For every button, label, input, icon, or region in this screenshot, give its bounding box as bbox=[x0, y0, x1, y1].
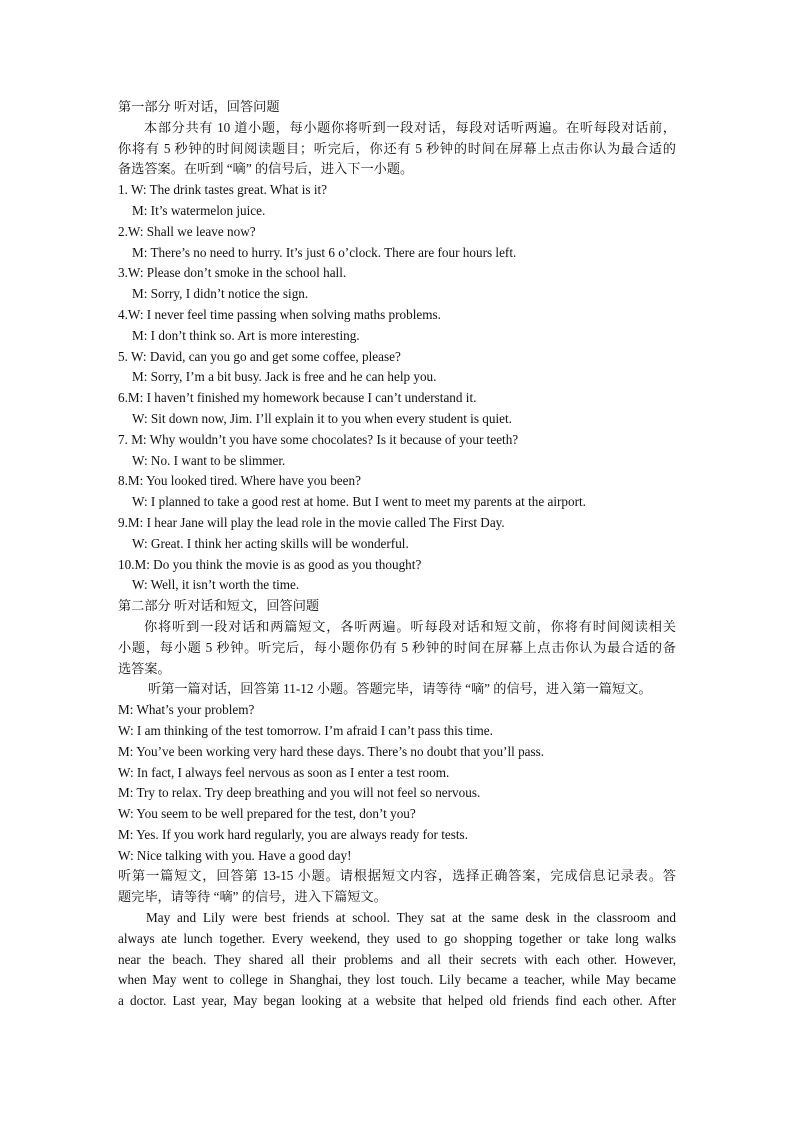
dialogue-answer: W: No. I want to be slimmer. bbox=[132, 452, 286, 468]
part2-instruction-line: 小题，每小题 5 秒钟。听完后，每小题你仍有 5 秒钟的时间在屏幕上点击你认为最合适的备 bbox=[118, 639, 676, 655]
document-page bbox=[118, 97, 676, 1012]
dialogue-answer: W: Sit down now, Jim. I’ll explain it to you when every student is quiet. bbox=[132, 410, 512, 426]
part1-instruction-line: 备选答案。在听到 “嘀” 的信号后，进入下一小题。 bbox=[118, 161, 414, 177]
dialogue-answer: M: Sorry, I didn’t notice the sign. bbox=[132, 286, 309, 302]
dialogue-answer: M: It’s watermelon juice. bbox=[132, 202, 266, 218]
dialogue-question: 10.M: Do you think the movie is as good as you thought? bbox=[118, 556, 422, 572]
conversation-line: W: I am thinking of the test tomorrow. I’m afraid I can’t pass this time. bbox=[118, 722, 493, 738]
dialogue-answer: M: There’s no need to hurry. It’s just 6 o’clock. There are four hours left. bbox=[132, 244, 517, 260]
conversation-line: M: What’s your problem? bbox=[118, 702, 255, 718]
dialogue-answer: W: Well, it isn’t worth the time. bbox=[132, 577, 300, 593]
dialogue-question: 9.M: I hear Jane will play the lead role in the movie called The First Day. bbox=[118, 514, 505, 530]
part1-title: 第一部分 听对话，回答问题 bbox=[118, 99, 280, 114]
part2-title: 第二部分 听对话和短文，回答问题 bbox=[118, 598, 320, 614]
passage-line: near the beach. They shared all their problems and all their secrets with each other. However, bbox=[118, 951, 676, 967]
dialogue-question: 7. M: Why wouldn’t you have some chocolates? Is it because of your teeth? bbox=[118, 431, 519, 447]
dialogue-intro: 听第一篇对话，回答第 11-12 小题。答题完毕，请等待 “嘀” 的信号，进入第一篇短文。 bbox=[148, 681, 652, 697]
dialogue-question: 4.W: I never feel time passing when solving maths problems. bbox=[118, 306, 441, 322]
conversation-line: M: Yes. If you work hard regularly, you are always ready for tests. bbox=[118, 826, 468, 842]
passage-line: always ate lunch together. Every weekend, they used to go shopping together or take long walks bbox=[118, 930, 676, 946]
dialogue-question: 2.W: Shall we leave now? bbox=[118, 223, 256, 239]
conversation-line: M: You’ve been working very hard these days. There’s no doubt that you’ll pass. bbox=[118, 743, 545, 759]
dialogue-question: 8.M: You looked tired. Where have you been? bbox=[118, 473, 361, 489]
part1-instruction-line: 你将有 5 秒钟的时间阅读题目；听完后，你还有 5 秒钟的时间在屏幕上点击你认为最合适的 bbox=[118, 140, 676, 156]
dialogue-answer: M: Sorry, I’m a bit busy. Jack is free and he can help you. bbox=[132, 369, 437, 385]
passage-line: May and Lily were best friends at school. They sat at the same desk in the classroom and bbox=[146, 910, 676, 926]
passage-line: when May went to college in Shanghai, they lost touch. Lily became a teacher, while May became bbox=[118, 972, 676, 988]
passage-intro-line: 题完毕，请等待 “嘀” 的信号，进入下篇短文。 bbox=[118, 889, 387, 905]
part1-instruction-line: 本部分共有 10 道小题，每小题你将听到一段对话，每段对话听两遍。在听每段对话前， bbox=[144, 119, 676, 135]
conversation-line: W: In fact, I always feel nervous as soon as I enter a test room. bbox=[118, 764, 450, 780]
conversation-line: W: Nice talking with you. Have a good day! bbox=[118, 847, 352, 863]
dialogue-answer: W: Great. I think her acting skills will be wonderful. bbox=[132, 535, 409, 551]
dialogue-question: 5. W: David, can you go and get some coffee, please? bbox=[118, 348, 401, 364]
dialogue-answer: W: I planned to take a good rest at home. But I went to meet my parents at the airport. bbox=[132, 494, 586, 510]
dialogue-answer: M: I don’t think so. Art is more interesting. bbox=[132, 327, 360, 343]
dialogue-question: 6.M: I haven’t finished my homework because I can’t understand it. bbox=[118, 390, 477, 406]
part2-instruction-line: 你将听到一段对话和两篇短文，各听两遍。听每段对话和短文前，你将有时间阅读相关 bbox=[144, 618, 676, 634]
passage-intro-line: 听第一篇短文，回答第 13-15 小题。请根据短文内容，选择正确答案，完成信息记录表。答 bbox=[118, 868, 676, 884]
dialogue-question: 3.W: Please don’t smoke in the school hall. bbox=[118, 265, 347, 281]
conversation-line: M: Try to relax. Try deep breathing and you will not feel so nervous. bbox=[118, 785, 481, 801]
part2-instruction-line: 选答案。 bbox=[118, 660, 171, 676]
conversation-line: W: You seem to be well prepared for the test, don’t you? bbox=[118, 806, 416, 822]
passage-line: a doctor. Last year, May began looking at a website that helped old friends find each other. After bbox=[118, 993, 676, 1009]
dialogue-question: 1. W: The drink tastes great. What is it? bbox=[118, 182, 327, 198]
